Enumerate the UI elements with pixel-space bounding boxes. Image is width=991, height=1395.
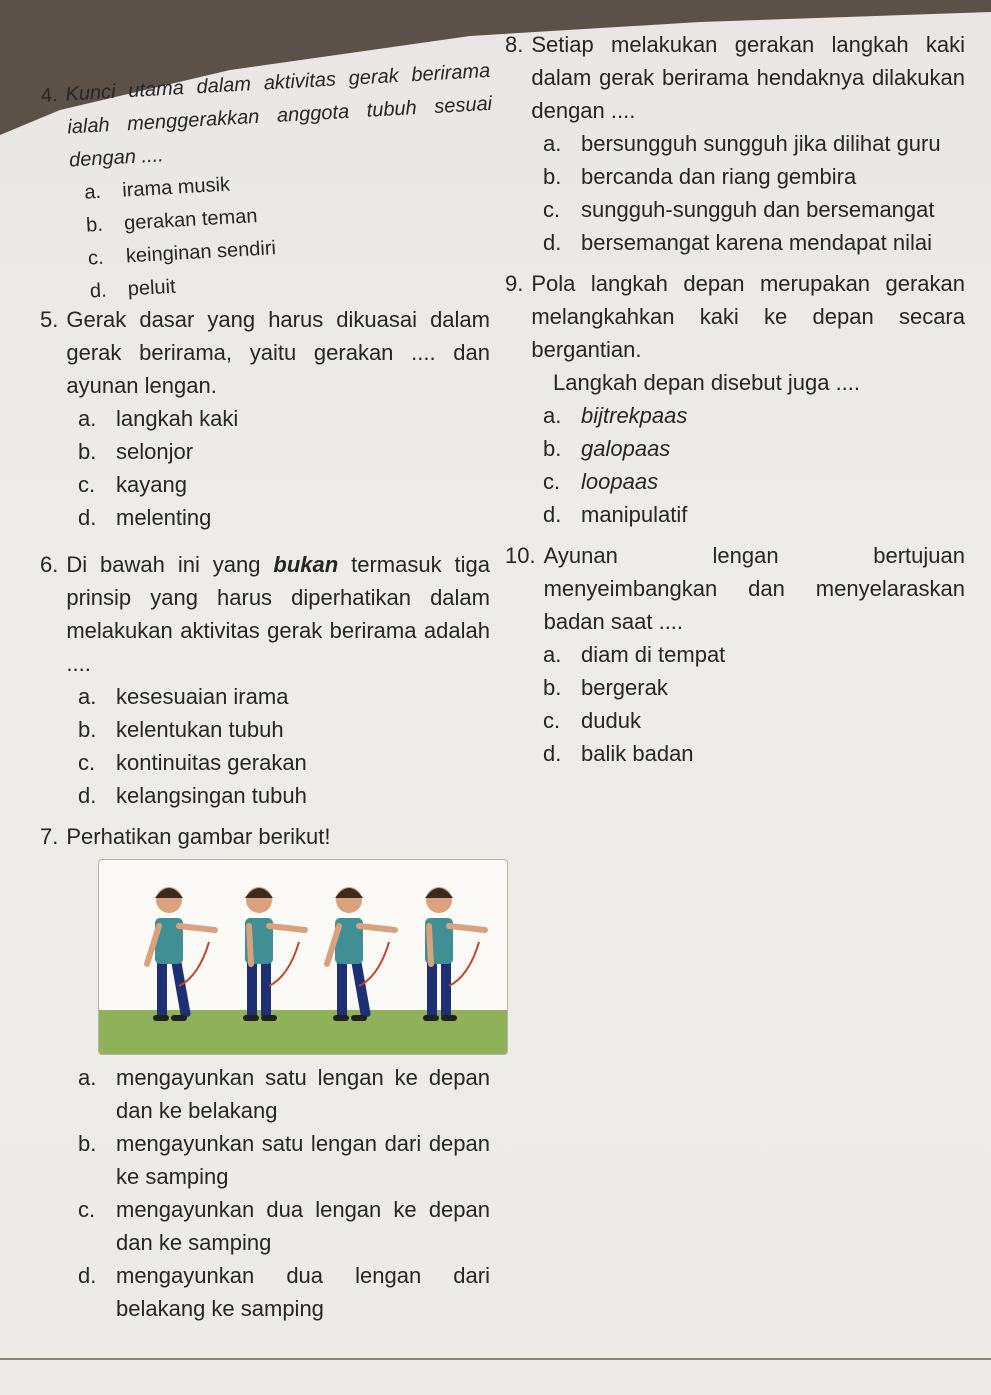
- option-text: kontinuitas gerakan: [116, 750, 307, 775]
- option-text: kesesuaian irama: [116, 684, 289, 709]
- option-letter: c.: [543, 708, 561, 733]
- option-letter: c.: [87, 246, 105, 270]
- option-letter: d.: [543, 230, 562, 255]
- option-a[interactable]: [78, 680, 490, 713]
- option-d[interactable]: [543, 737, 965, 770]
- option-text: manipulatif: [581, 502, 688, 527]
- right-shoe: [351, 1015, 367, 1021]
- option-letter: c.: [78, 472, 96, 497]
- question-number: 4.: [40, 84, 59, 107]
- option-letter: c.: [78, 1197, 96, 1222]
- page-bottom-rule: [0, 1358, 991, 1360]
- hair: [155, 888, 183, 898]
- swing-arrow: [449, 942, 479, 986]
- option-letter: d.: [543, 502, 562, 527]
- option-text: selonjor: [116, 439, 194, 464]
- question-number: 7.: [40, 824, 59, 849]
- option-letter: b.: [78, 439, 97, 464]
- person-figure: [243, 887, 305, 1021]
- option-letter: b.: [78, 717, 97, 742]
- option-letter: c.: [78, 750, 96, 775]
- option-a[interactable]: [543, 399, 965, 432]
- lower-arm: [429, 926, 431, 964]
- left-leg: [157, 960, 167, 1018]
- question-10: [505, 539, 965, 770]
- option-a[interactable]: [78, 402, 490, 435]
- option-text: kelentukan tubuh: [116, 717, 284, 742]
- option-text: mengayunkan dua lengan dari belakang ke samping: [116, 1263, 490, 1321]
- option-b[interactable]: [543, 160, 965, 193]
- question-8: [505, 28, 965, 259]
- question-6: [40, 548, 490, 812]
- question-stem: Pola langkah depan merupakan gerakan melangkahkan kaki ke depan secara bergantian.: [531, 271, 965, 362]
- option-text: bercanda dan riang gembira: [581, 164, 857, 189]
- right-shoe: [261, 1015, 277, 1021]
- option-b[interactable]: [78, 1127, 490, 1193]
- question-stem: Kunci utama dalam aktivitas gerak berirama ialah menggerakkan anggota tubuh sesuai dengan ....: [64, 59, 493, 172]
- left-shoe: [243, 1015, 259, 1021]
- option-text: bijtrekpaas: [581, 403, 688, 428]
- left-column: [40, 42, 493, 1325]
- left-shoe: [423, 1015, 439, 1021]
- option-text: mengayunkan satu lengan dari depan ke samping: [116, 1131, 490, 1189]
- right-shoe: [441, 1015, 457, 1021]
- right-leg: [171, 959, 191, 1018]
- forward-arm: [179, 926, 215, 930]
- question-7: [40, 820, 490, 1325]
- question-number: 6.: [40, 552, 59, 577]
- forward-arm: [449, 926, 485, 930]
- option-letter: a.: [78, 684, 97, 709]
- option-text: mengayunkan dua lengan ke depan dan ke samping: [116, 1197, 490, 1255]
- option-letter: d.: [78, 783, 97, 808]
- option-text: langkah kaki: [116, 406, 239, 431]
- left-shoe: [153, 1015, 169, 1021]
- option-text: loopaas: [581, 469, 659, 494]
- question-stem: Ayunan lengan bertujuan menyeimbangkan dan menyelaraskan badan saat ....: [543, 543, 965, 634]
- option-text: diam di tempat: [581, 642, 726, 667]
- question-stem: Gerak dasar yang harus dikuasai dalam gerak berirama, yaitu gerakan .... dan ayunan lengan.: [66, 307, 490, 398]
- question-number: 10.: [505, 543, 536, 568]
- question-9: [505, 267, 965, 531]
- option-text: galopaas: [581, 436, 671, 461]
- question-number: 8.: [505, 32, 524, 57]
- question-number: 9.: [505, 271, 524, 296]
- option-text: irama musik: [121, 173, 231, 202]
- option-letter: b.: [78, 1131, 97, 1156]
- option-letter: a.: [543, 403, 562, 428]
- option-letter: a.: [83, 180, 102, 204]
- person-figure: [147, 887, 215, 1021]
- option-text: peluit: [127, 275, 177, 301]
- right-leg: [441, 960, 451, 1018]
- hair: [425, 888, 453, 898]
- question-5: [40, 303, 490, 534]
- option-letter: b.: [543, 164, 562, 189]
- option-letter: d.: [78, 1263, 97, 1288]
- option-d[interactable]: [78, 1259, 490, 1325]
- option-c[interactable]: [543, 704, 965, 737]
- option-letter: d.: [543, 741, 562, 766]
- option-b[interactable]: [543, 432, 965, 465]
- swing-arrow: [269, 942, 299, 986]
- option-text: bersemangat karena mendapat nilai: [581, 230, 933, 255]
- arm-swing-figure: [98, 859, 508, 1055]
- option-letter: d.: [89, 279, 108, 303]
- question-stem: [66, 548, 490, 680]
- hair: [245, 888, 273, 898]
- right-shoe: [171, 1015, 187, 1021]
- option-text: bersungguh sungguh jika dilihat guru: [581, 131, 941, 156]
- person-figure: [327, 887, 395, 1021]
- option-d[interactable]: [78, 779, 490, 812]
- forward-arm: [269, 926, 305, 930]
- option-d[interactable]: [543, 498, 965, 531]
- option-text: gerakan teman: [123, 205, 258, 235]
- option-c[interactable]: [543, 193, 965, 226]
- right-leg: [261, 960, 271, 1018]
- question-stem: Setiap melakukan gerakan langkah kaki dalam gerak berirama hendaknya dilakukan dengan ....: [531, 32, 965, 123]
- lower-arm: [249, 926, 251, 964]
- option-b[interactable]: [543, 671, 965, 704]
- option-text: melenting: [116, 505, 212, 530]
- option-text: kayang: [116, 472, 187, 497]
- option-a[interactable]: [543, 638, 965, 671]
- option-text: balik badan: [581, 741, 694, 766]
- stem-part: termasuk tiga prinsip yang harus diperhatikan dalam melakukan aktivitas gerak berirama adalah ....: [66, 552, 490, 676]
- option-letter: a.: [78, 1065, 97, 1090]
- option-c[interactable]: [78, 468, 490, 501]
- option-b[interactable]: [78, 435, 490, 468]
- option-letter: b.: [85, 213, 104, 237]
- option-letter: b.: [543, 675, 562, 700]
- left-shoe: [333, 1015, 349, 1021]
- option-c[interactable]: [78, 746, 490, 779]
- left-leg: [427, 960, 437, 1018]
- option-b[interactable]: [78, 713, 490, 746]
- option-text: keinginan sendiri: [125, 237, 277, 268]
- right-column: [505, 28, 965, 770]
- stem-part: Di bawah ini yang: [66, 552, 274, 577]
- option-d[interactable]: [543, 226, 965, 259]
- option-text: duduk: [581, 708, 641, 733]
- option-c[interactable]: [543, 465, 965, 498]
- option-letter: b.: [543, 436, 562, 461]
- question-number: 5.: [40, 307, 59, 332]
- stem-emphasis: bukan: [273, 552, 339, 577]
- arm-swing-illustration: [99, 860, 507, 1054]
- option-c[interactable]: [78, 1193, 490, 1259]
- option-letter: c.: [543, 197, 561, 222]
- option-letter: a.: [78, 406, 97, 431]
- hair: [335, 888, 363, 898]
- option-letter: c.: [543, 469, 561, 494]
- person-figure: [423, 887, 485, 1021]
- option-letter: a.: [543, 131, 562, 156]
- left-leg: [337, 960, 347, 1018]
- option-letter: a.: [543, 642, 562, 667]
- option-a[interactable]: [543, 127, 965, 160]
- option-a[interactable]: [78, 1061, 490, 1127]
- question-4: [40, 55, 502, 311]
- left-leg: [247, 960, 257, 1018]
- question-stem: Perhatikan gambar berikut!: [66, 824, 331, 849]
- right-leg: [351, 959, 371, 1018]
- forward-arm: [359, 926, 395, 930]
- option-text: sungguh-sungguh dan bersemangat: [581, 197, 935, 222]
- option-d[interactable]: [78, 501, 490, 534]
- option-text: kelangsingan tubuh: [116, 783, 307, 808]
- option-text: mengayunkan satu lengan ke depan dan ke belakang: [116, 1065, 490, 1123]
- question-prompt: Langkah depan disebut juga ....: [553, 370, 861, 395]
- option-letter: d.: [78, 505, 97, 530]
- option-text: bergerak: [581, 675, 668, 700]
